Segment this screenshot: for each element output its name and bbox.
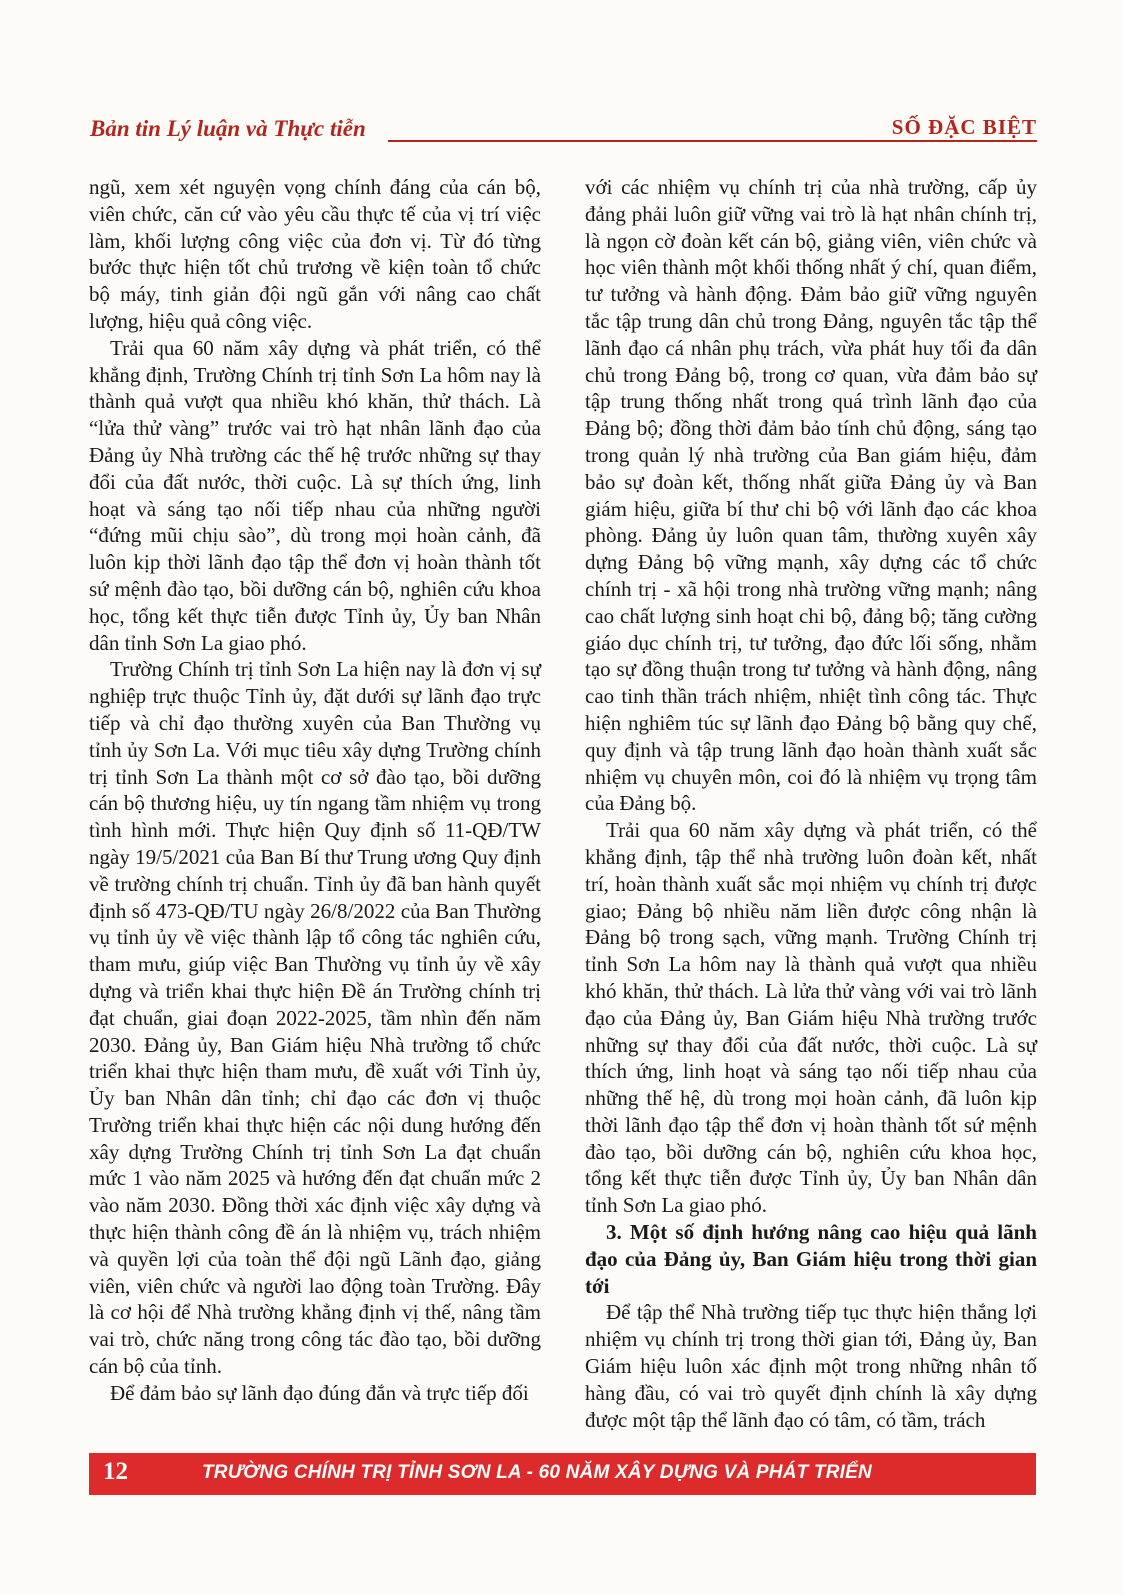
paragraph: Trải qua 60 năm xây dựng và phát triển, có thể khẳng định, Trường Chính trị tỉnh Sơn La hôm nay là thành quả vượt qua nhiều khó khăn, thử thách. Là “lửa thử vàng” trước vai trò hạt nhân lãnh đạo của Đảng ủy Nhà trường các thế hệ trước những sự thay đổi của đất nước, thời cuộc. Là sự thích ứng, linh hoạt và sáng tạo nối tiếp nhau của những người “đứng mũi chịu sào”, dù trong mọi hoàn cảnh, đã luôn kịp thời lãnh đạo tập thể đơn vị hoàn thành tốt sứ mệnh đào tạo, bồi dưỡng cán bộ, nghiên cứu khoa học, tổng kết thực tiễn được Tỉnh ủy, Ủy ban Nhân dân tỉnh Sơn La giao phó. bbox=[89, 335, 541, 655]
page-footer bbox=[89, 1453, 1036, 1495]
paragraph: với các nhiệm vụ chính trị của nhà trường, cấp ủy đảng phải luôn giữ vững vai trò là hạt nhân chính trị, là ngọn cờ đoàn kết cán bộ, giảng viên, viên chức và học viên thành một khối thống nhất ý chí, quan điểm, tư tưởng và hành động. Đảm bảo giữ vững nguyên tắc tập trung dân chủ trong Đảng, nguyên tắc tập thể lãnh đạo cá nhân phụ trách, vừa phát huy tối đa dân chủ trong Đảng bộ, trong cơ quan, vừa đảm bảo sự tập trung thống nhất trong quá trình lãnh đạo của Đảng bộ; đồng thời đảm bảo tính chủ động, sáng tạo trong quản lý nhà trường của Ban giám hiệu, đảm bảo sự đoàn kết, thống nhất giữa Đảng ủy và Ban giám hiệu, giữa bí thư chi bộ với lãnh đạo các khoa phòng. Đảng ủy luôn quan tâm, thường xuyên xây dựng Đảng bộ vững mạnh, xây dựng các tổ chức chính trị - xã hội trong nhà trường vững mạnh; nâng cao chất lượng sinh hoạt chi bộ, đảng bộ; tăng cường giáo dục chính trị, tư tưởng, đạo đức lối sống, nhằm tạo sự đồng thuận trong tư tưởng và hành động, nâng cao tinh thần trách nhiệm, nhiệt tình công tác. Thực hiện nghiêm túc sự lãnh đạo Đảng bộ bằng quy chế, quy định và tập trung lãnh đạo hoàn thành xuất sắc nhiệm vụ chuyên môn, coi đó là nhiệm vụ trọng tâm của Đảng bộ. bbox=[585, 175, 1037, 816]
paragraph: Để đảm bảo sự lãnh đạo đúng đắn và trực tiếp đối bbox=[110, 1380, 529, 1405]
paragraph: Trường Chính trị tỉnh Sơn La hiện nay là đơn vị sự nghiệp trực thuộc Tỉnh ủy, đặt dưới sự lãnh đạo trực tiếp và chỉ đạo thường xuyên của Ban Thường vụ tỉnh ủy Sơn La. Với mục tiêu xây dựng Trường chính trị tỉnh Sơn La thành một cơ sở đào tạo, bồi dưỡng cán bộ thương hiệu, uy tín ngang tầm nhiệm vụ trong tình hình mới. Thực hiện Quy định số 11-QĐ/TW ngày 19/5/2021 của Ban Bí thư Trung ương Quy định về trường chính trị chuẩn. Tỉnh ủy đã ban hành quyết định số 473-QĐ/TU ngày 26/8/2022 của Ban Thường vụ tỉnh ủy về việc thành lập tổ công tác nghiên cứu, tham mưu, giúp việc Ban Thường vụ tỉnh ủy về xây dựng và triển khai thực hiện Đề án Trường chính trị đạt chuẩn, giai đoạn 2022-2025, tầm nhìn đến năm 2030. Đảng ủy, Ban Giám hiệu Nhà trường tổ chức triển khai thực hiện tham mưu, đề xuất với Tỉnh ủy, Ủy ban Nhân dân tỉnh; chỉ đạo các đơn vị thuộc Trường triển khai thực hiện các nội dung hướng đến xây dựng Trường Chính trị tỉnh Sơn La đạt chuẩn mức 1 vào năm 2025 và hướng đến đạt chuẩn mức 2 vào năm 2030. Đồng thời xác định việc xây dựng và thực hiện thành công đề án là nhiệm vụ, trách nhiệm và quyền lợi của toàn thể đội ngũ Lãnh đạo, giảng viên, viên chức và người lao động toàn Trường. Đây là cơ hội để Nhà trường khẳng định vị thế, nâng tầm vai trò, chức năng trong công tác đào tạo, bồi dưỡng cán bộ của tỉnh. bbox=[89, 657, 541, 1379]
issue-label: SỐ ĐẶC BIỆT bbox=[891, 115, 1037, 139]
publication-title: Bản tin Lý luận và Thực tiễn bbox=[90, 116, 366, 141]
paragraph: ngũ, xem xét nguyện vọng chính đáng của cán bộ, viên chức, căn cứ vào yêu cầu thực tế của vị trí việc làm, khối lượng công việc của đơn vị. Từ đó từng bước thực hiện tốt chủ trương về kiện toàn tổ chức bộ máy, tinh giản đội ngũ gắn với nâng cao chất lượng, hiệu quả công việc. bbox=[89, 175, 541, 333]
left-column bbox=[89, 174, 541, 1407]
page-header bbox=[90, 116, 1037, 148]
paragraph: Để tập thể Nhà trường tiếp tục thực hiện thắng lợi nhiệm vụ chính trị trong thời gian tới, Đảng ủy, Ban Giám hiệu luôn xác định một trong những nhân tố hàng đầu, có vai trò quyết định chính là xây dựng được một tập thể lãnh đạo có tâm, có tầm, trách bbox=[585, 1300, 1037, 1432]
paragraph: Trải qua 60 năm xây dựng và phát triển, có thể khẳng định, tập thể nhà trường luôn đoàn kết, nhất trí, hoàn thành xuất sắc mọi nhiệm vụ chính trị được giao; Đảng bộ nhiều năm liền được công nhận là Đảng bộ trong sạch, vững mạnh. Trường Chính trị tỉnh Sơn La hôm nay là thành quả vượt qua nhiều khó khăn, thử thách. Là lửa thử vàng với vai trò lãnh đạo của Đảng ủy, Ban Giám hiệu Nhà trường trước những sự thay đổi của đất nước, thời cuộc. Là sự thích ứng, linh hoạt và sáng tạo nối tiếp nhau của những thế hệ, dù trong mọi hoàn cảnh, đã luôn kịp thời lãnh đạo tập thể đơn vị hoàn thành tốt sứ mệnh đào tạo, bồi dưỡng cán bộ, nghiên cứu khoa học, tổng kết thực tiễn được Tỉnh ủy, Ủy ban Nhân dân tỉnh Sơn La giao phó. bbox=[585, 818, 1037, 1218]
page-number: 12 bbox=[103, 1458, 128, 1485]
footer-title: TRƯỜNG CHÍNH TRỊ TỈNH SƠN LA - 60 NĂM XÂY DỰNG VÀ PHÁT TRIỂN bbox=[202, 1462, 872, 1483]
section-heading: 3. Một số định hướng nâng cao hiệu quả lãnh đạo của Đảng ủy, Ban Giám hiệu trong thời gian tới bbox=[585, 1220, 1037, 1298]
right-column bbox=[585, 174, 1037, 1433]
header-rule bbox=[388, 140, 1037, 142]
